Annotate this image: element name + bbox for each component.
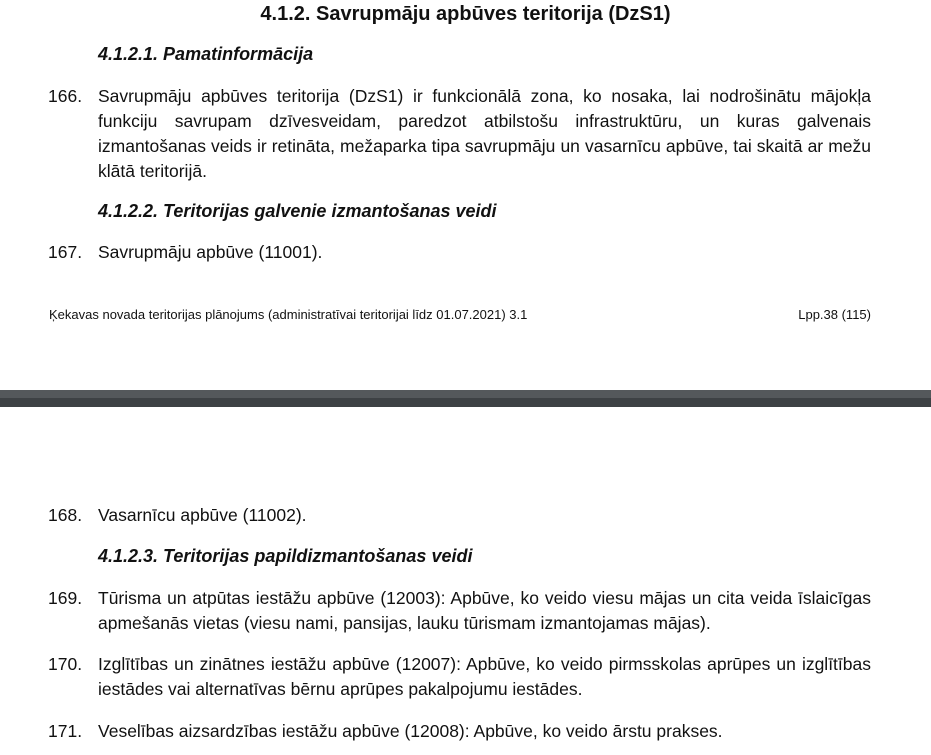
subsection-heading-basic-info: 4.1.2.1. Pamatinformācija: [98, 44, 314, 64]
paragraph-number: 166.: [48, 86, 83, 106]
paragraph-167: [48, 240, 871, 265]
paragraph-number: 167.: [48, 242, 83, 262]
paragraph-number: 170.: [48, 654, 83, 674]
paragraph-text: Vasarnīcu apbūve (11002).: [98, 505, 307, 525]
paragraph-number: 168.: [48, 505, 83, 525]
paragraph-number: 171.: [48, 721, 83, 741]
paragraph-170: [48, 652, 871, 702]
page-footer-document-title: Ķekavas novada teritorijas plānojums (administratīvai teritorijai līdz 01.07.2021) 3.1: [49, 307, 528, 322]
paragraph-text: Veselības aizsardzības iestāžu apbūve (12008): Apbūve, ko veido ārstu prakses.: [98, 721, 723, 741]
paragraph-171: [48, 719, 871, 744]
paragraph-166: [48, 84, 871, 184]
paragraph-text: Savrupmāju apbūves teritorija (DzS1) ir funkcionālā zona, ko nosaka, lai nodrošinātu mājokļa funkciju savrupam dzīvesveidam, paredzot atbilstošu infrastruktūru, un kuras galvenais izmantošanas veids ir retināta, mežaparka tipa savrupmāju un vasarnīcu apbūve, tai skaitā ar mežu klātā teritorijā.: [98, 86, 871, 181]
page-footer-page-number: Lpp.38 (115): [798, 307, 871, 322]
paragraph-168: [48, 503, 871, 528]
section-heading: 4.1.2. Savrupmāju apbūves teritorija (DzS1): [260, 3, 671, 25]
subsection-heading-main-uses: 4.1.2.2. Teritorijas galvenie izmantošanas veidi: [98, 201, 497, 221]
document-page-39: [0, 407, 931, 755]
paragraph-text: Savrupmāju apbūve (11001).: [98, 242, 323, 262]
paragraph-169: [48, 586, 871, 636]
subsection-heading-additional-uses: 4.1.2.3. Teritorijas papildizmantošanas veidi: [98, 546, 473, 566]
page-separator-shadow: [0, 398, 931, 407]
paragraph-text: Izglītības un zinātnes iestāžu apbūve (12007): Apbūve, ko veido pirmsskolas aprūpes un izglītības iestādes vai alternatīvas bērnu aprūpes pakalpojumu iestādes.: [98, 654, 871, 699]
page-separator: [0, 390, 931, 407]
paragraph-number: 169.: [48, 588, 83, 608]
paragraph-text: Tūrisma un atpūtas iestāžu apbūve (12003): Apbūve, ko veido viesu mājas un cita veida īslaicīgas apmešanās vietas (viesu nami, pansijas, lauku tūrismam izmantojamas mājas).: [98, 588, 871, 633]
